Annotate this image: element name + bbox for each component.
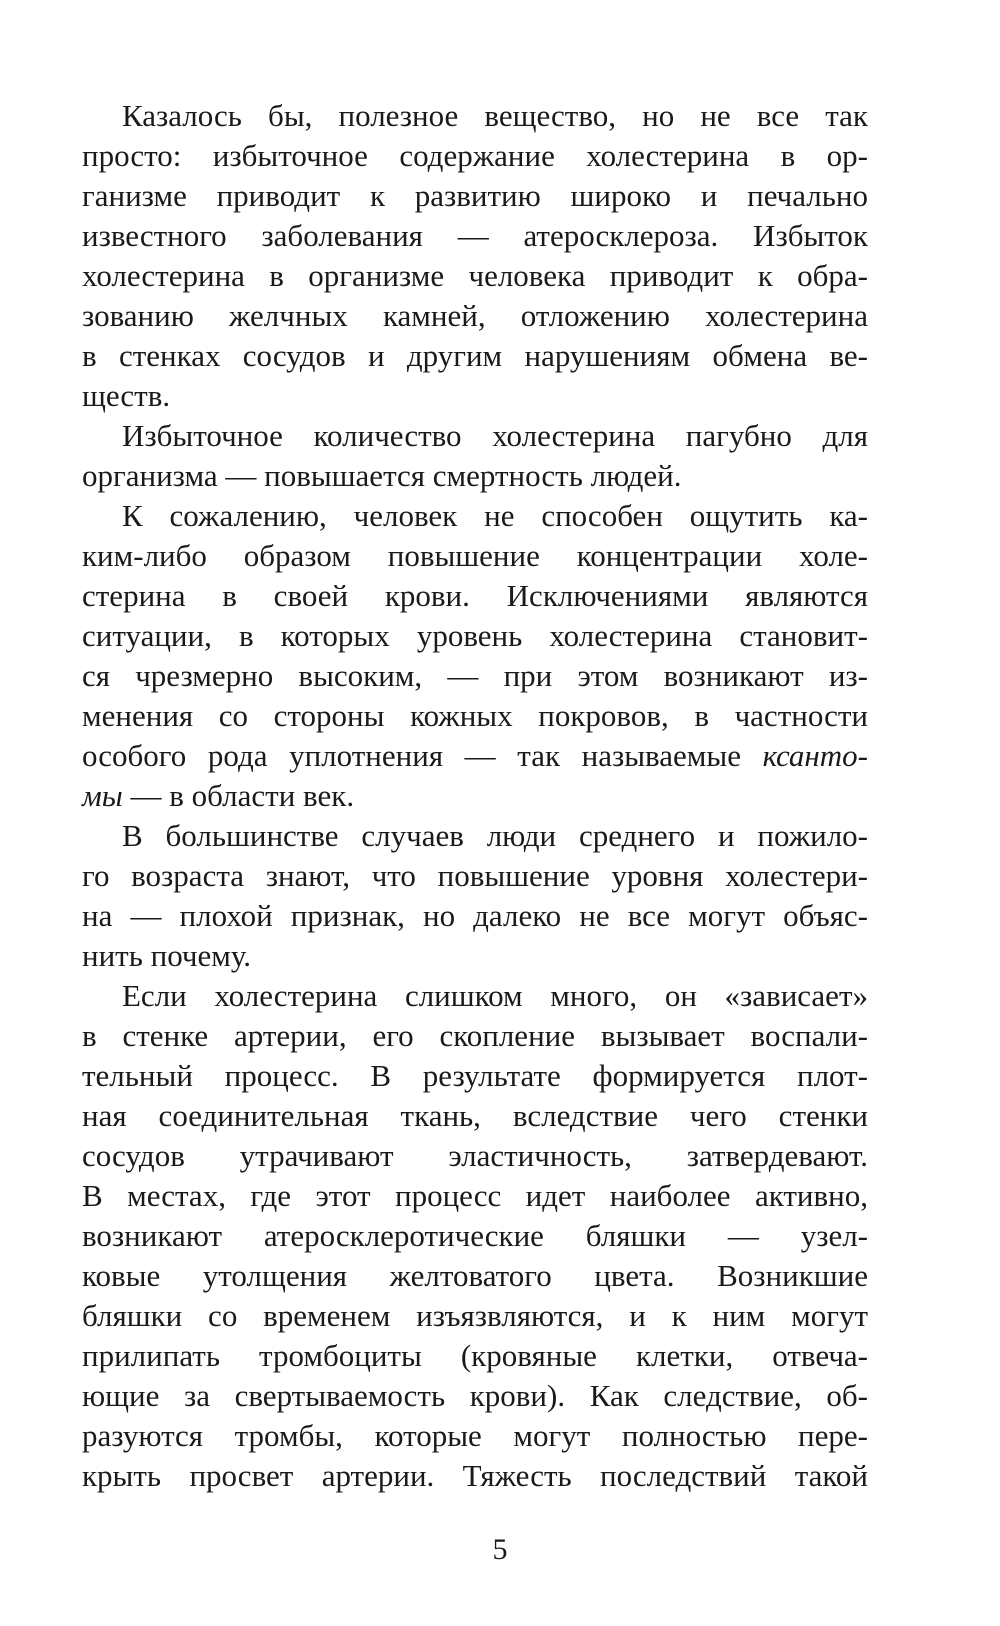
paragraph-2	[82, 416, 868, 496]
italic-term: ксанто-	[762, 738, 868, 773]
text-line: в стенке артерии, его скопление вызывает воспали-	[82, 1018, 868, 1053]
text-line: ковые утолщения желтоватого цвета. Возникшие	[82, 1258, 868, 1293]
text-line: тельный процесс. В результате формируется плот-	[82, 1058, 868, 1093]
text-line: разуются тромбы, которые могут полностью пере-	[82, 1418, 868, 1453]
text-line	[82, 736, 868, 776]
text-line: просто: избыточное содержание холестерина в ор-	[82, 138, 868, 173]
text-line: В местах, где этот процесс идет наиболее активно,	[82, 1178, 868, 1213]
text-line: менения со стороны кожных покровов, в частности	[82, 698, 868, 733]
text-line: возникают атеросклеротические бляшки — узел-	[82, 1218, 868, 1253]
text-line: организма — повышается смертность людей.	[82, 458, 682, 493]
text-line: К сожалению, человек не способен ощутить ка-	[122, 498, 868, 533]
paragraph-5	[82, 976, 868, 1496]
text-line: В большинстве случаев люди среднего и пожило-	[122, 818, 868, 853]
text-line: сосудов утрачивают эластичность, затвердевают.	[82, 1138, 868, 1173]
text-line: ная соединительная ткань, вследствие чего стенки	[82, 1098, 868, 1133]
text-line: Казалось бы, полезное вещество, но не все так	[122, 98, 868, 133]
text-line: ся чрезмерно высоким, — при этом возникают из-	[82, 658, 868, 693]
paragraph-1	[82, 96, 868, 416]
text-line: Если холестерина слишком много, он «зависает»	[122, 978, 868, 1013]
text-line: ситуации, в которых уровень холестерина становит-	[82, 618, 868, 653]
text-line: нить почему.	[82, 938, 252, 973]
paragraph-3	[82, 496, 868, 816]
paragraph-4	[82, 816, 868, 976]
text-line: бляшки со временем изъязвляются, и к ним могут	[82, 1298, 868, 1333]
text-line: го возраста знают, что повышение уровня холестери-	[82, 858, 868, 893]
text-line: в стенках сосудов и другим нарушениям обмена ве-	[82, 338, 868, 373]
text-line: на — плохой признак, но далеко не все могут объяс-	[82, 898, 868, 933]
page-body-text	[82, 96, 868, 1496]
text-line: Избыточное количество холестерина пагубно для	[122, 418, 868, 453]
text-line: крыть просвет артерии. Тяжесть последствий такой	[82, 1458, 868, 1493]
text-line: ществ.	[82, 378, 171, 413]
page-number: 5	[492, 1533, 508, 1566]
text-line: холестерина в организме человека приводит к обра-	[82, 258, 868, 293]
text-line	[82, 776, 868, 816]
text-line: ганизме приводит к развитию широко и печально	[82, 178, 868, 213]
text-run: — в области век.	[122, 778, 355, 813]
text-line: стерина в своей крови. Исключениями являются	[82, 578, 868, 613]
text-line: прилипать тромбоциты (кровяные клетки, отвеча-	[82, 1338, 868, 1373]
text-line: ющие за свертываемость крови). Как следствие, об-	[82, 1378, 868, 1413]
text-line: зованию желчных камней, отложению холестерина	[82, 298, 868, 333]
text-run: особого рода уплотнения — так называемые	[82, 738, 763, 773]
text-line: ким-либо образом повышение концентрации холе-	[82, 538, 868, 573]
italic-term: мы	[82, 778, 123, 813]
text-line: известного заболевания — атеросклероза. Избыток	[82, 218, 868, 253]
